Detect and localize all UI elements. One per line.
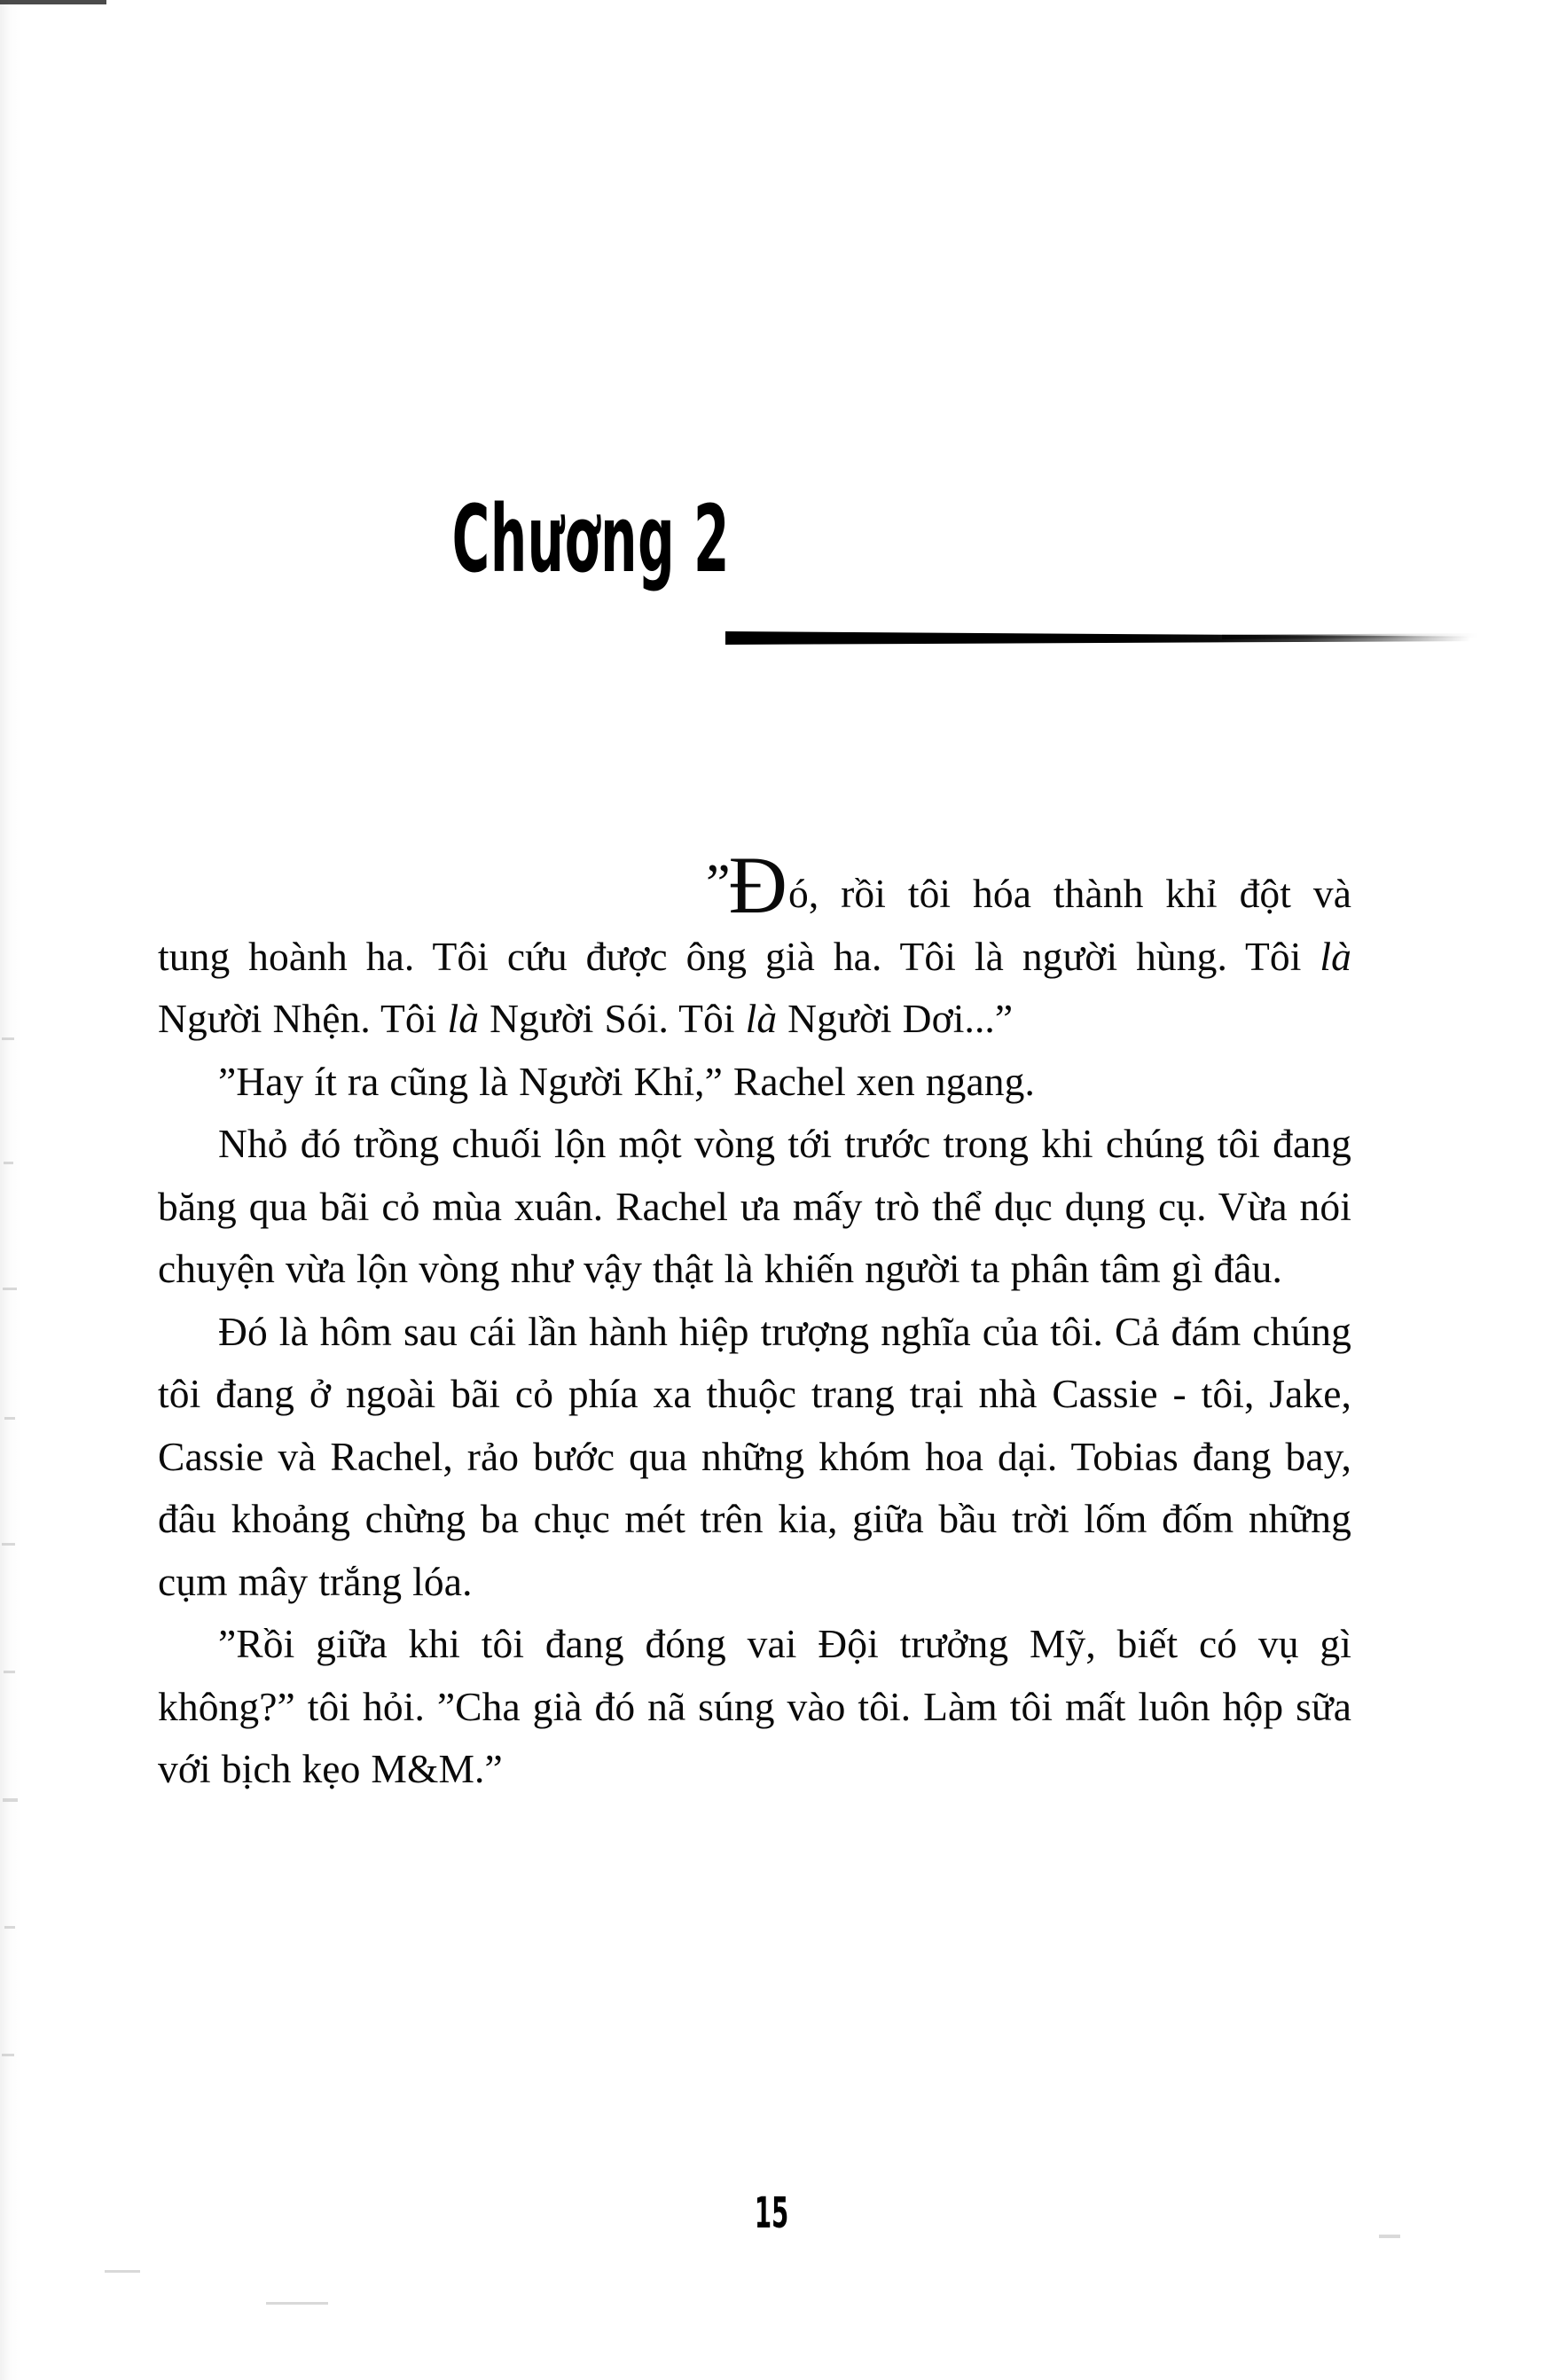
scan-speck [3,1288,17,1290]
body-run: Nhỏ đó trồng chuối lộn một vòng tới trước trong khi chúng tôi đang băng qua bãi cỏ mùa xuân. Rachel ưa mấy trò thể dục dụng cụ. Vừa nói chuyện vừa lộn vòng như vậy thật là khiến người ta phân tâm gì đâu. [158,1121,1351,1291]
paragraph [158,1613,1351,1801]
scan-speck [105,2270,140,2273]
folio [0,2188,1543,2238]
emphasis-text: là [1320,933,1351,979]
paragraph [158,1301,1351,1614]
scan-speck [4,1671,15,1673]
drop-cap: Đ [728,840,787,930]
chapter-rule [725,626,1470,653]
body-run: Người Dơi...” [777,996,1014,1041]
scan-speck [4,1162,13,1164]
scan-speck [2,1543,15,1546]
body-run: ”Hay ít ra cũng là Người Khỉ,” Rachel xen ngang. [218,1058,1035,1104]
chapter-heading [0,485,1543,593]
body-run: ó, rồi tôi hóa thành khỉ đột và tung hoành ha. Tôi cứu được ông già ha. Tôi là người hùng. Tôi [158,871,1351,979]
emphasis-text: là [745,996,778,1041]
scan-speck [4,1417,15,1420]
body-run: ”Rồi giữa khi tôi đang đóng vai Đội trưởng Mỹ, biết có vụ gì không?” tôi hỏi. ”Cha già đó nã súng vào tôi. Làm tôi mất luôn hộp sữa với bịch kẹo M&M.” [158,1621,1351,1791]
scan-edge-mark-top-left [0,0,106,4]
scan-gutter-shadow [0,0,23,2380]
scan-speck [2,1037,14,1040]
body-run: Người Sói. Tôi [479,996,746,1041]
page-number: 15 [754,2188,789,2238]
paragraph [158,1051,1351,1114]
scan-speck [3,1798,18,1802]
scan-speck [266,2302,328,2305]
scan-speck [2,2054,14,2056]
open-quote-glyph: ” [706,854,729,914]
paragraph [158,1113,1351,1301]
scan-speck [1379,2235,1400,2238]
paragraph [158,840,1351,1051]
chapter-title: Chương 2 [451,485,731,593]
emphasis-text: là [447,996,480,1041]
body-text [158,840,1351,1801]
body-run: Người Nhện. Tôi [158,996,448,1041]
body-run: Đó là hôm sau cái lần hành hiệp trượng nghĩa của tôi. Cả đám chúng tôi đang ở ngoài bãi cỏ phía xa thuộc trang trại nhà Cassie - tôi, Jake, Cassie và Rachel, rảo bước qua những khóm hoa dại. Tobias đang bay, đâu khoảng chừng ba chục mét trên kia, giữa bầu trời lốm đốm những cụm mây trắng lóa. [158,1308,1351,1604]
scan-speck [4,1926,15,1929]
